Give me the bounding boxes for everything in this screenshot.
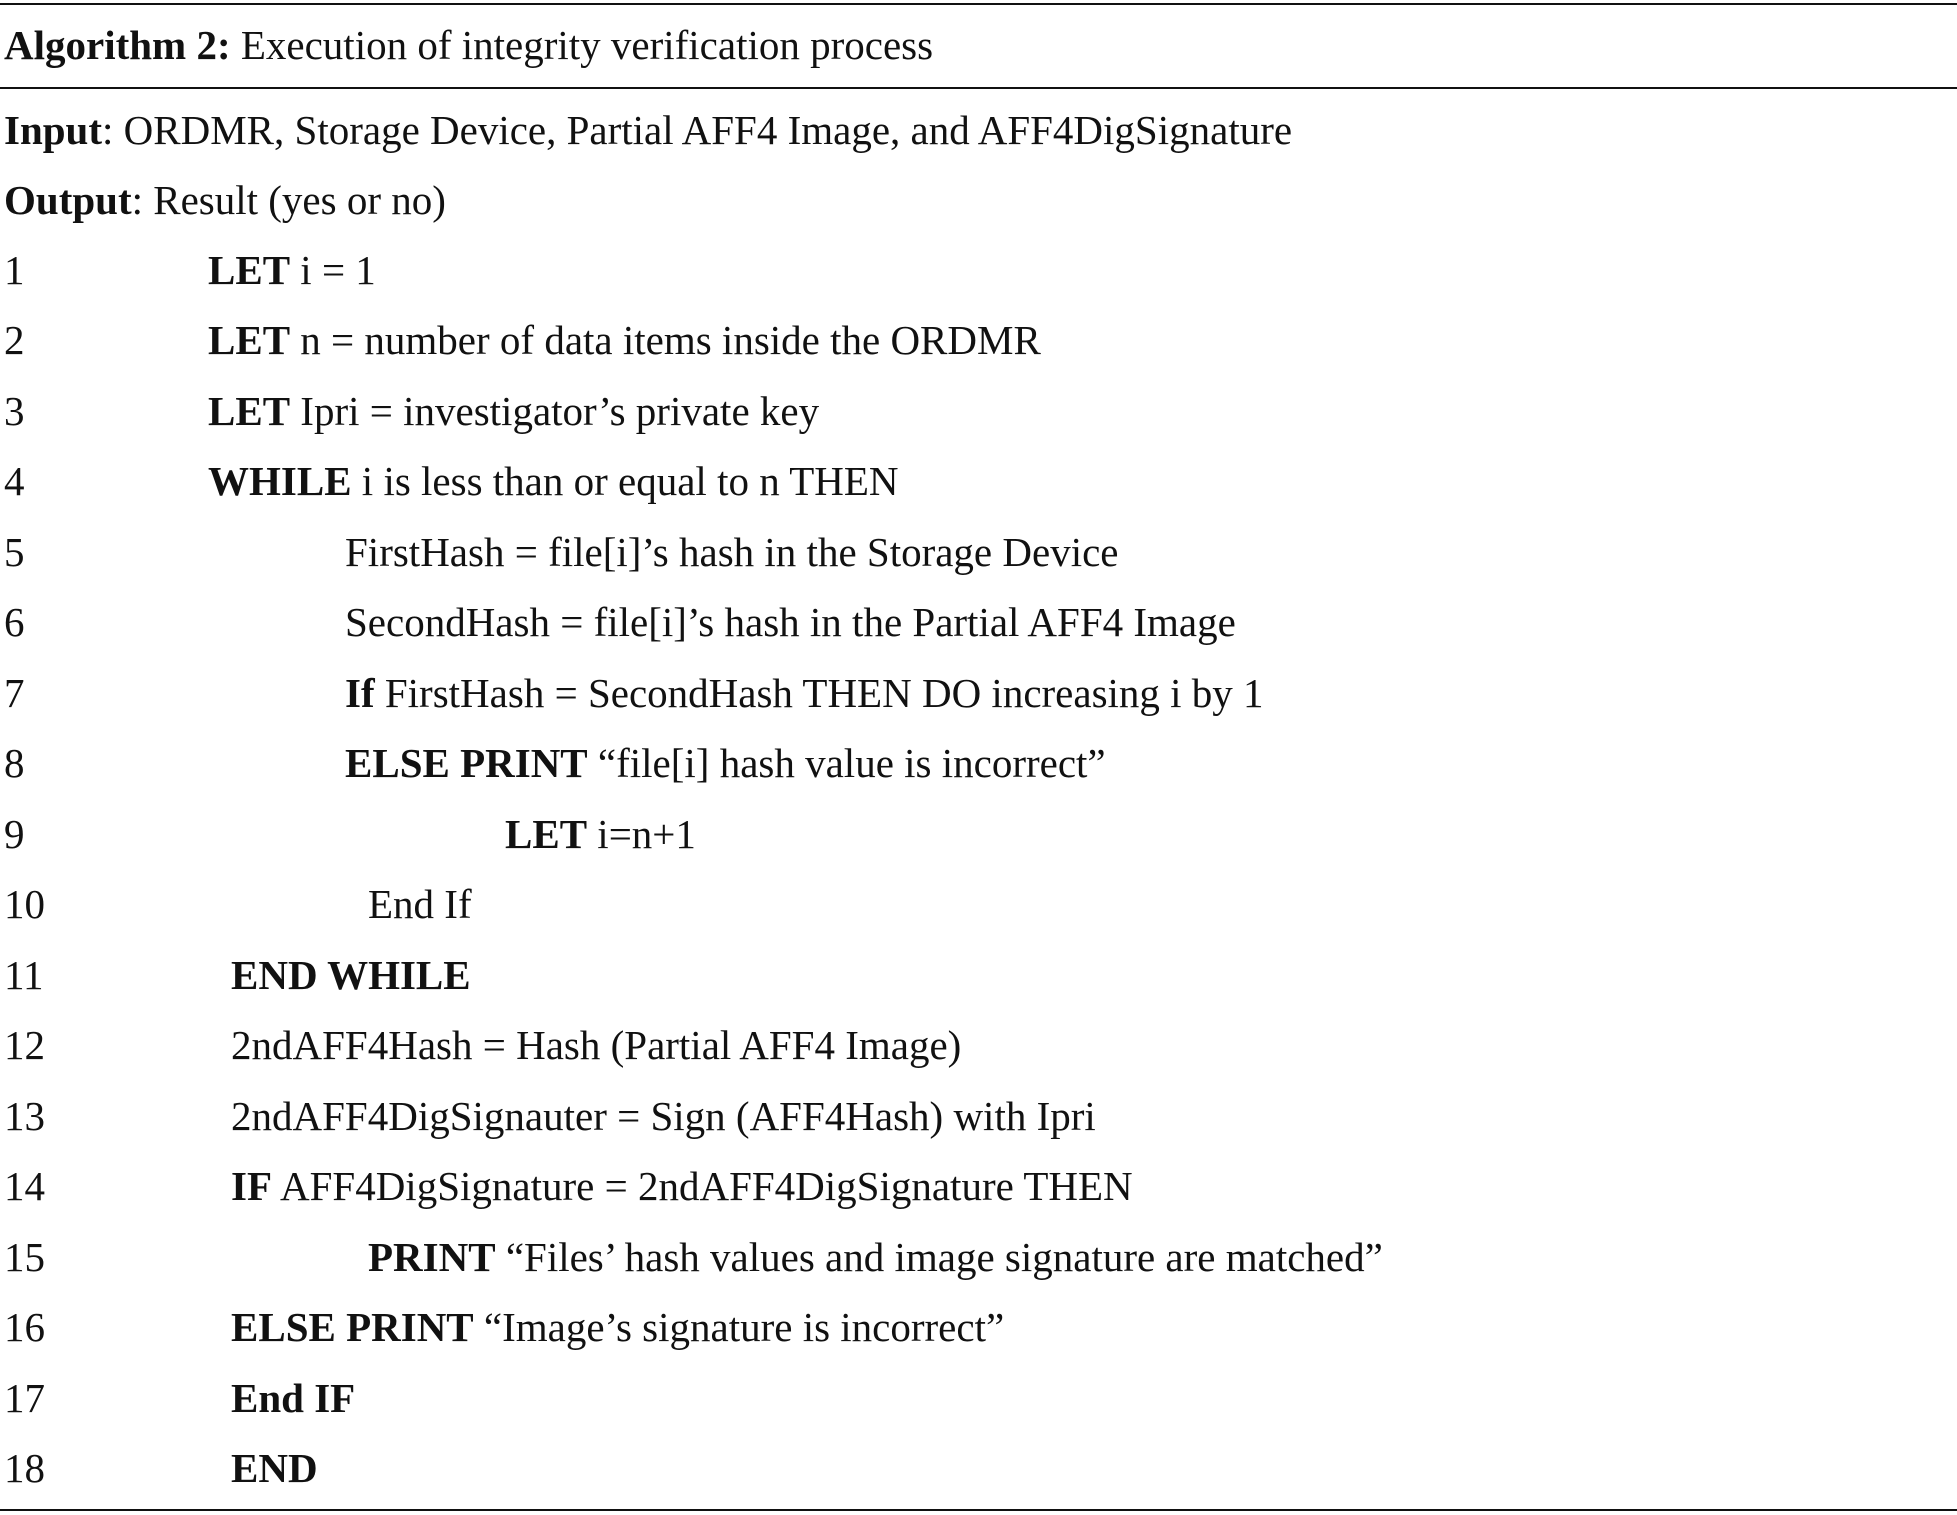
statement: i = 1 [290, 247, 376, 293]
line-number: 4 [4, 458, 25, 504]
statement: AFF4DigSignature = 2ndAFF4DigSignature THEN [272, 1163, 1133, 1209]
statement: End If [368, 881, 472, 927]
output-text: : Result (yes or no) [131, 177, 446, 223]
line-code [208, 245, 376, 295]
line-number: 7 [4, 670, 25, 716]
input-line [4, 105, 1292, 155]
keyword: IF [231, 1163, 272, 1209]
top-rule [0, 3, 1957, 5]
line-number: 18 [4, 1445, 45, 1491]
line-number: 15 [4, 1234, 45, 1280]
output-label: Output [4, 177, 132, 223]
line-code [231, 1091, 1096, 1141]
keyword: ELSE PRINT [231, 1304, 474, 1350]
line-number: 14 [4, 1163, 45, 1209]
output-line [4, 175, 446, 225]
statement: i is less than or equal to n THEN [351, 458, 899, 504]
statement: n = number of data items inside the ORDMR [290, 317, 1041, 363]
keyword: LET [505, 811, 588, 857]
line-number: 13 [4, 1093, 45, 1139]
line-number: 8 [4, 740, 25, 786]
line-code [345, 738, 1106, 788]
line-code [368, 1232, 1383, 1282]
caption-text: Execution of integrity verification process [230, 22, 934, 68]
keyword: END [231, 1445, 318, 1491]
input-text: : ORDMR, Storage Device, Partial AFF4 Image, and AFF4DigSignature [102, 107, 1293, 153]
keyword: End IF [231, 1375, 356, 1421]
line-number: 12 [4, 1022, 45, 1068]
statement: i=n+1 [587, 811, 696, 857]
statement: 2ndAFF4DigSignauter = Sign (AFF4Hash) with Ipri [231, 1093, 1096, 1139]
algorithm-caption [4, 20, 933, 70]
statement: FirstHash = file[i]’s hash in the Storage Device [345, 529, 1119, 575]
line-code [505, 809, 696, 859]
keyword: WHILE [208, 458, 352, 504]
line-code [208, 456, 899, 506]
line-code [231, 950, 471, 1000]
keyword: LET [208, 388, 291, 434]
line-code [368, 879, 472, 929]
line-code [345, 527, 1118, 577]
statement: SecondHash = file[i]’s hash in the Partial AFF4 Image [345, 599, 1236, 645]
line-code [231, 1302, 1004, 1352]
line-number: 6 [4, 599, 25, 645]
keyword: PRINT [368, 1234, 496, 1280]
line-number: 3 [4, 388, 25, 434]
line-code [345, 597, 1236, 647]
statement: “file[i] hash value is incorrect” [587, 740, 1106, 786]
caption-rule [0, 87, 1957, 89]
line-number: 11 [4, 952, 44, 998]
line-number: 10 [4, 881, 45, 927]
keyword: END WHILE [231, 952, 471, 998]
keyword: LET [208, 317, 291, 363]
line-code [231, 1020, 961, 1070]
line-number: 16 [4, 1304, 45, 1350]
line-number: 9 [4, 811, 25, 857]
statement: FirstHash = SecondHash THEN DO increasing i by 1 [374, 670, 1264, 716]
line-number: 1 [4, 247, 25, 293]
line-code [345, 668, 1264, 718]
line-code [231, 1161, 1133, 1211]
line-number: 5 [4, 529, 25, 575]
keyword: ELSE PRINT [345, 740, 588, 786]
statement: “Image’s signature is incorrect” [473, 1304, 1005, 1350]
caption-label: Algorithm 2: [4, 22, 231, 68]
input-label: Input [4, 107, 103, 153]
line-code [231, 1373, 355, 1423]
line-code [208, 315, 1041, 365]
keyword: LET [208, 247, 291, 293]
line-number: 2 [4, 317, 25, 363]
line-code [208, 386, 819, 436]
statement: Ipri = investigator’s private key [290, 388, 820, 434]
keyword: If [345, 670, 375, 716]
bottom-rule [0, 1509, 1957, 1511]
statement: “Files’ hash values and image signature are matched” [495, 1234, 1383, 1280]
line-number: 17 [4, 1375, 45, 1421]
line-code [231, 1443, 318, 1493]
statement: 2ndAFF4Hash = Hash (Partial AFF4 Image) [231, 1022, 962, 1068]
